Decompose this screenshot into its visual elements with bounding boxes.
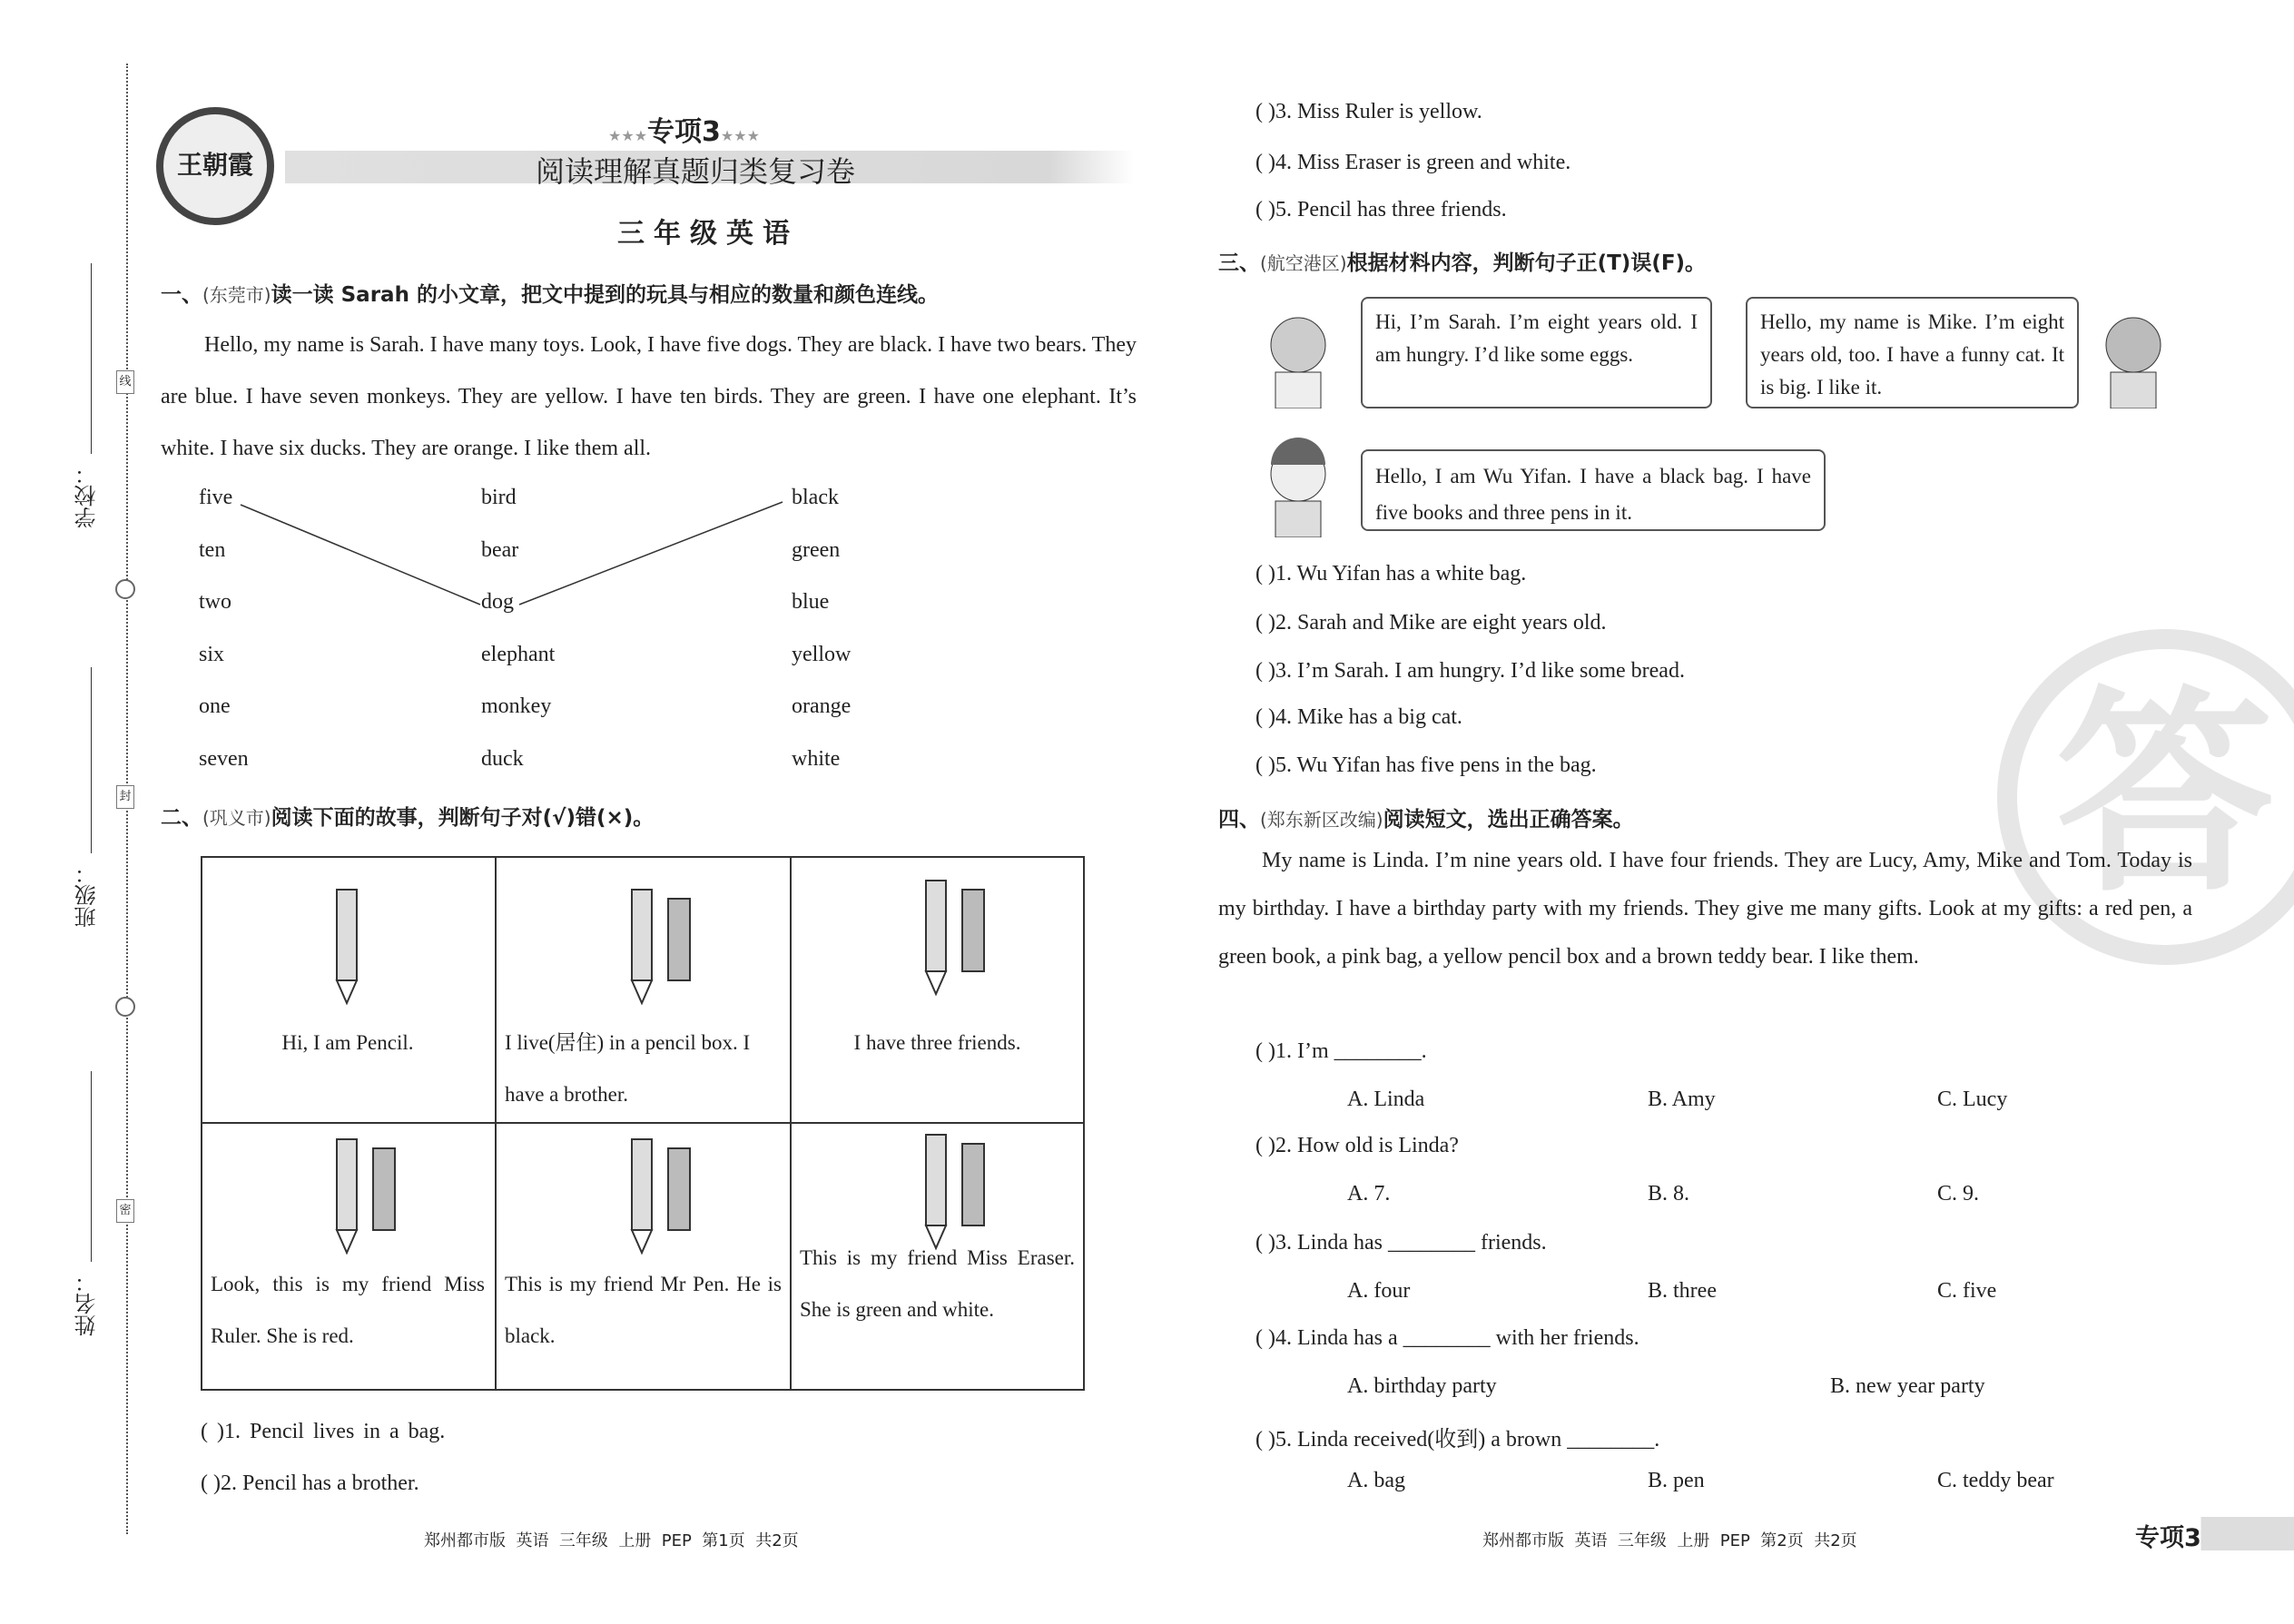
question[interactable]: ( )1. I’m ________.: [1255, 1039, 1427, 1063]
answer-option[interactable]: A. Linda: [1347, 1088, 1425, 1111]
speech-bubble-mike: Hello, my name is Mike. I’m eight years old, too. I have a funny cat. It is big. I like it.: [1746, 297, 2079, 408]
match-word-number[interactable]: seven: [199, 747, 249, 771]
match-word-number[interactable]: one: [199, 694, 231, 718]
school-label: 学校：: [74, 463, 100, 528]
watermark-text: 答: [2055, 667, 2274, 921]
table-divider: [201, 1122, 1085, 1124]
question[interactable]: ( )4. Miss Eraser is green and white.: [1255, 151, 1571, 174]
answer-option[interactable]: A. 7.: [1347, 1182, 1391, 1206]
question[interactable]: ( )4. Linda has a ________ with her friends.: [1255, 1326, 1639, 1350]
match-word-toy[interactable]: dog: [481, 590, 514, 614]
question[interactable]: ( )3. Linda has ________ friends.: [1255, 1231, 1547, 1255]
match-word-number[interactable]: five: [199, 486, 233, 509]
question[interactable]: ( )5. Linda received(收到) a brown ________.: [1255, 1428, 1660, 1452]
answer-option[interactable]: C. five: [1937, 1279, 1997, 1303]
footer-right: 郑州都市版 英语 三年级 上册 PEP 第2页 共2页: [1482, 1531, 1857, 1550]
story-cell-text: Look, this is my friend Miss Ruler. She is red.: [211, 1273, 485, 1347]
answer-option[interactable]: B. new year party: [1830, 1374, 1985, 1398]
seal-mark: 封: [116, 785, 134, 809]
story-cell-text: This is my friend Mr Pen. He is black.: [505, 1273, 782, 1347]
question[interactable]: ( )4. Mike has a big cat.: [1255, 705, 1462, 729]
table-divider: [495, 856, 497, 1391]
pencil-friends-icon: [855, 871, 1019, 1008]
question[interactable]: ( )3. Miss Ruler is yellow.: [1255, 100, 1482, 123]
table-divider: [790, 856, 792, 1391]
match-line: [519, 502, 783, 605]
pencil-character-icon: [266, 881, 429, 1017]
seal-mark: 线: [116, 370, 134, 394]
answer-option[interactable]: A. bag: [1347, 1469, 1405, 1492]
wu-yifan-avatar-icon: [1253, 438, 1344, 537]
answer-option[interactable]: A. four: [1347, 1279, 1411, 1303]
match-word-toy[interactable]: bear: [481, 538, 519, 562]
match-word-color[interactable]: orange: [792, 694, 852, 718]
section-3-heading: 三、(航空港区)根据材料内容，判断句子正(T)误(F)。: [1218, 251, 1707, 275]
story-cell-text: This is my friend Miss Eraser. She is green and white.: [800, 1246, 1075, 1321]
match-word-color[interactable]: black: [792, 486, 839, 509]
answer-option[interactable]: B. pen: [1648, 1469, 1705, 1492]
answer-option[interactable]: C. Lucy: [1937, 1088, 2008, 1111]
name-field[interactable]: [91, 1071, 92, 1262]
question[interactable]: ( )1. Pencil lives in a bag.: [201, 1420, 446, 1443]
binding-hole-icon: [115, 997, 135, 1017]
answer-option[interactable]: C. 9.: [1937, 1182, 1980, 1206]
section-1-passage: Hello, my name is Sarah. I have many toys. Look, I have five dogs. They are black. I have two bears. They are blue. I have seven monkeys. They are yellow. I have ten birds. They are green. I have one elephant. It’s white. I have six ducks. They are orange. I like them all.: [161, 333, 1137, 460]
speech-bubble-sarah: Hi, I’m Sarah. I’m eight years old. I am hungry. I’d like some eggs.: [1361, 297, 1712, 408]
pencil-ruler-icon: [266, 1130, 429, 1266]
match-word-color[interactable]: blue: [792, 590, 830, 614]
match-word-toy[interactable]: duck: [481, 747, 524, 771]
story-cell-text: I have three friends.: [853, 1031, 1021, 1054]
match-word-toy[interactable]: elephant: [481, 643, 556, 666]
seal-mark: 密: [116, 1199, 134, 1223]
question[interactable]: ( )5. Wu Yifan has five pens in the bag.: [1255, 753, 1597, 777]
section-1-heading: 一、(东莞市)读一读 Sarah 的小文章，把文中提到的玩具与相应的数量和颜色连线。: [161, 283, 939, 307]
section-2-heading: 二、(巩义市)阅读下面的故事，判断句子对(√)错(×)。: [161, 806, 655, 830]
match-word-toy[interactable]: bird: [481, 486, 517, 509]
answer-option[interactable]: B. three: [1648, 1279, 1717, 1303]
answer-option[interactable]: A. birthday party: [1347, 1374, 1497, 1398]
class-label: 班级：: [74, 862, 100, 928]
question[interactable]: ( )2. How old is Linda?: [1255, 1134, 1459, 1157]
match-word-color[interactable]: green: [792, 538, 841, 562]
speech-bubble-wu-yifan: Hello, I am Wu Yifan. I have a black bag. I have five books and three pens in it.: [1361, 449, 1826, 531]
answer-option[interactable]: C. teddy bear: [1937, 1469, 2054, 1492]
question[interactable]: ( )3. I’m Sarah. I am hungry. I’d like some bread.: [1255, 659, 1685, 683]
question[interactable]: ( )2. Pencil has a brother.: [201, 1471, 419, 1495]
question[interactable]: ( )5. Pencil has three friends.: [1255, 198, 1507, 221]
section-tab-label: 专项3: [2135, 1524, 2201, 1552]
mike-avatar-icon: [2088, 309, 2179, 408]
match-word-number[interactable]: ten: [199, 538, 226, 562]
pencil-pen-icon: [561, 1130, 724, 1266]
sarah-avatar-icon: [1253, 309, 1344, 408]
match-word-number[interactable]: six: [199, 643, 225, 666]
match-line: [241, 505, 480, 605]
question[interactable]: ( )1. Wu Yifan has a white bag.: [1255, 562, 1527, 586]
page-subtitle: 三年级英语: [617, 218, 799, 250]
series-label: ★★★专项3★★★: [608, 116, 760, 148]
story-cell-text: Hi, I am Pencil.: [281, 1031, 414, 1054]
story-cell-text: I live(居住) in a pencil box. I have a brother.: [505, 1031, 751, 1106]
answer-option[interactable]: B. 8.: [1648, 1182, 1690, 1206]
question[interactable]: ( )2. Sarah and Mike are eight years old.: [1255, 611, 1607, 635]
match-word-color[interactable]: yellow: [792, 643, 852, 666]
logo-text: 王朝霞: [176, 150, 253, 180]
answer-option[interactable]: B. Amy: [1648, 1088, 1716, 1111]
footer-left: 郑州都市版 英语 三年级 上册 PEP 第1页 共2页: [424, 1531, 799, 1550]
section-4-passage: My name is Linda. I’m nine years old. I have four friends. They are Lucy, Amy, Mike and Tom. Today is my birthday. I have a birthday party with my friends. They give me many gifts. Look at my gifts: a red pen, a green book, a pink bag, a yellow pencil box and a brown teddy bear. I like them.: [1218, 849, 2192, 969]
match-word-color[interactable]: white: [792, 747, 841, 771]
matching-lines: [0, 0, 1180, 817]
match-word-number[interactable]: two: [199, 590, 231, 614]
page-title: 阅读理解真题归类复习卷: [536, 154, 856, 189]
match-word-toy[interactable]: monkey: [481, 694, 552, 718]
section-4-heading: 四、(郑东新区改编)阅读短文，选出正确答案。: [1218, 808, 1634, 832]
pencil-box-icon: [561, 881, 724, 1017]
name-label: 姓名：: [74, 1271, 100, 1336]
